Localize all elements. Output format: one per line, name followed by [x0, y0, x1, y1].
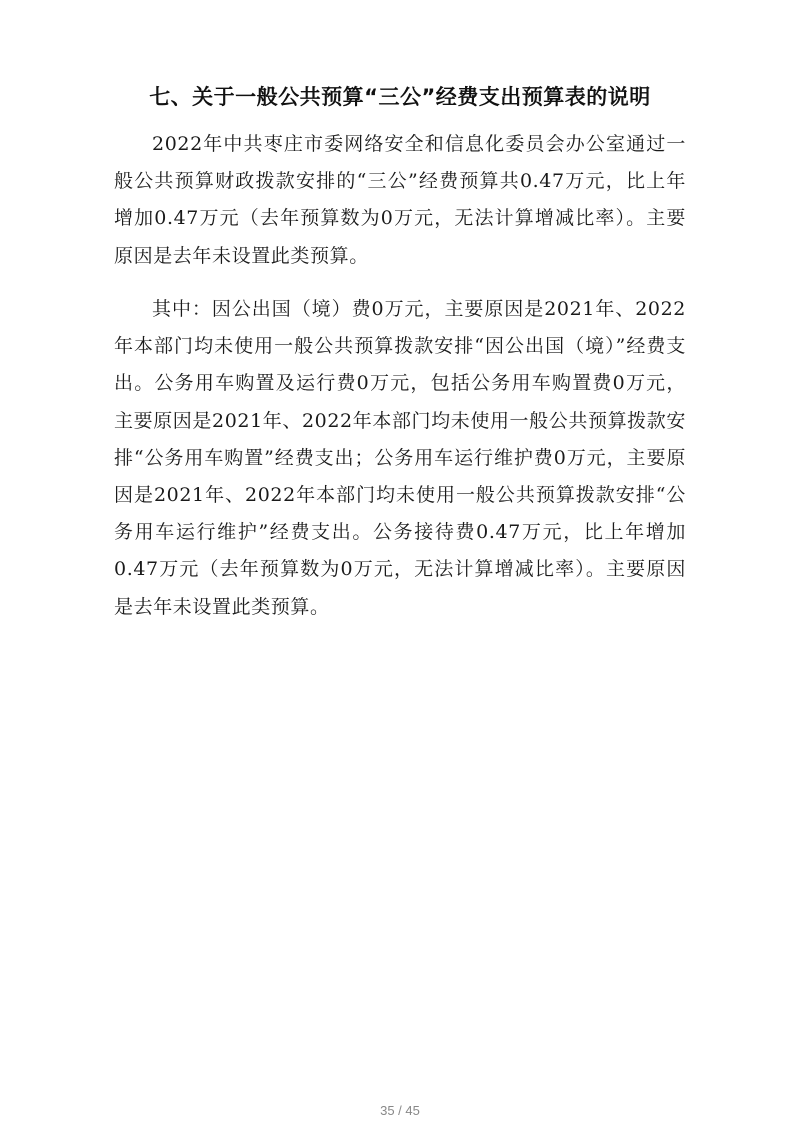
paragraph-details: 其中：因公出国（境）费0万元，主要原因是2021年、2022年本部门均未使用一般公共预算拨款安排“因公出国（境）”经费支出。公务用车购置及运行费0万元，包括公务用车购置费0万元，主要原因是2021年、2022年本部门均未使用一般公共预算拨款安排“公务用车购置”经费支出；公务用车运行维护费0万元，主要原因是2021年、2022年本部门均未使用一般公共预算拨款安排“公务用车运行维护”经费支出。公务接待费0.47万元，比上年增加0.47万元（去年预算数为0万元，无法计算增减比率）。主要原因是去年未设置此类预算。: [114, 298, 686, 618]
page-number: 35 / 45: [380, 1103, 420, 1118]
section-heading: 七、关于一般公共预算“三公”经费支出预算表的说明: [149, 85, 651, 109]
paragraph-summary: 2022年中共枣庄市委网络安全和信息化委员会办公室通过一般公共预算财政拨款安排的“三公”经费预算共0.47万元，比上年增加0.47万元（去年预算数为0万元，无法计算增减比率）。主要原因是去年未设置此类预算。: [114, 133, 686, 267]
